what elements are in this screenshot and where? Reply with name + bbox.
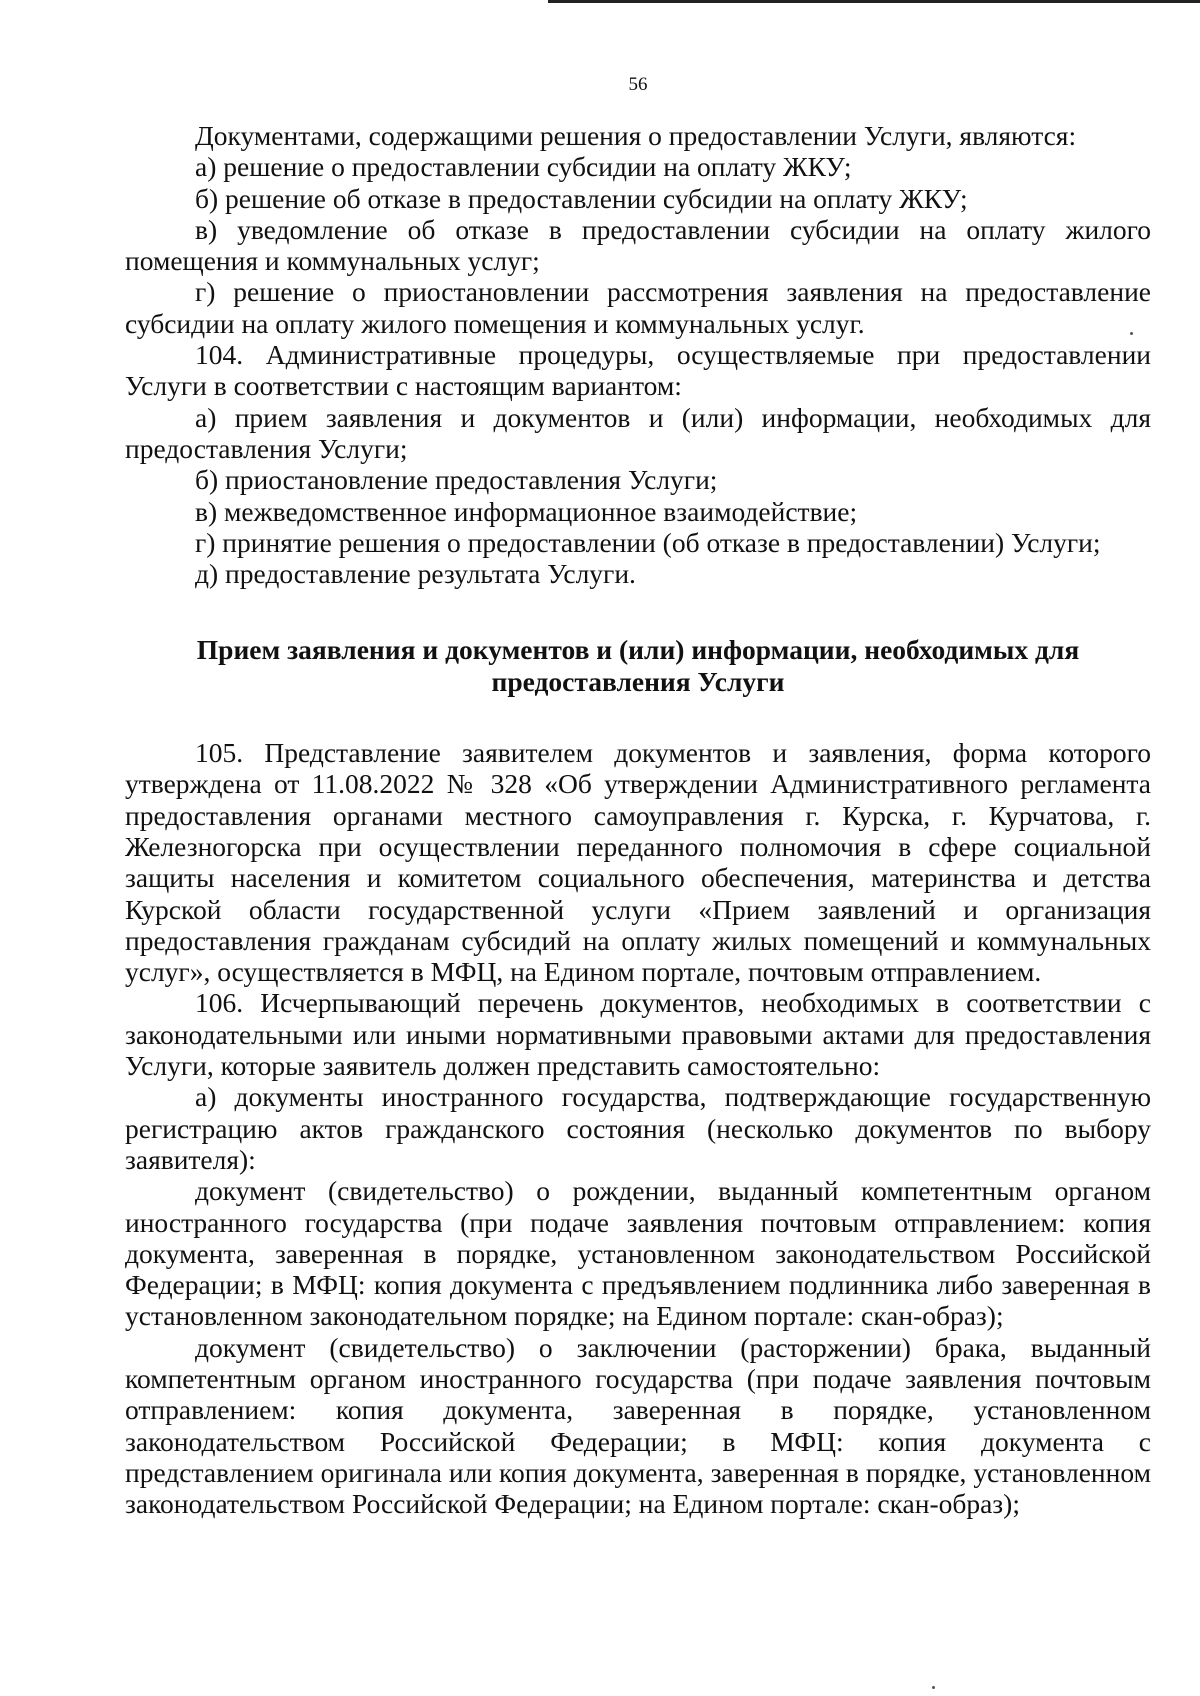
scan-speck — [932, 1686, 935, 1689]
clause-104-item-d: г) принятие решения о предоставлении (об отказе в предоставлении) Услуги; — [195, 526, 1101, 558]
intro-item-b: б) решение об отказе в предоставлении субсидии на оплату ЖКУ; — [195, 182, 968, 214]
clause-106-marriage-document: документ (свидетельство) о заключении (расторжении) брака, выданный компетентным органом иностранного государства (при подаче заявления почтовым отправлением: копия документа, заверенная в порядке, установленном законодательством Российской Федерации; в МФЦ: копия документа с представлением оригинала или копия документа, заверенная в порядке, установленном законодательством Российской Федерации; на Едином портале: скан-образ); — [125, 1331, 1151, 1520]
intro-lead: Документами, содержащими решения о предоставлении Услуги, являются: — [195, 120, 1077, 151]
clause-106-birth-document: документ (свидетельство) о рождении, выданный компетентным органом иностранного государства (при подаче заявления почтовым отправлением: копия документа, заверенная в порядке, установленном законодательством Российской Федерации; в МФЦ: копия документа с предъявлением подлинника либо заверенная в установленном законодательном порядке; на Едином портале: скан-образ); — [125, 1175, 1151, 1332]
section-heading-line-2: предоставления Услуги — [491, 665, 785, 697]
scan-speck — [1130, 332, 1133, 335]
clause-104-item-a: а) прием заявления и документов и (или) информации, необходимых для предоставления Услуги; — [125, 401, 1151, 464]
clause-104-item-e: д) предоставление результата Услуги. — [195, 558, 636, 590]
clause-104-lead: 104. Административные процедуры, осуществляемые при предоставлении Услуги в соответствии с настоящим вариантом: — [125, 339, 1151, 402]
page-number: 56 — [628, 74, 648, 95]
top-border-line — [548, 0, 1200, 3]
clause-104-item-b: б) приостановление предоставления Услуги; — [195, 464, 718, 496]
clause-105: 105. Представление заявителем документов и заявления, форма которого утверждена от 11.08.2022 № 328 «Об утверждении Административного регламента предоставления органами местного самоуправления г. Курска, г. Курчатова, г. Железногорска при осуществлении переданного полномочия в сфере социальной защиты населения и комитетом социального обеспечения, материнства и детства Курской области государственной услуги «Прием заявлений и организация предоставления гражданам субсидий на оплату жилых помещений и коммунальных услуг», осуществляется в МФЦ, на Едином портале, почтовым отправлением. — [125, 737, 1151, 988]
clause-106-item-a: а) документы иностранного государства, подтверждающие государственную регистрацию актов гражданского состояния (несколько документов по выбору заявителя): — [125, 1081, 1151, 1175]
section-heading — [125, 634, 1151, 697]
document-body — [125, 120, 1151, 1519]
intro-item-c: в) уведомление об отказе в предоставлении субсидии на оплату жилого помещения и коммунальных услуг; — [125, 213, 1151, 277]
section-heading-line-1: Прием заявления и документов и (или) информации, необходимых для — [196, 634, 1080, 666]
clause-106-lead: 106. Исчерпывающий перечень документов, необходимых в соответствии с законодательными или иными нормативными правовыми актами для предоставления Услуги, которые заявитель должен представить самостоятельно: — [125, 987, 1151, 1082]
intro-item-a: а) решение о предоставлении субсидии на оплату ЖКУ; — [195, 151, 852, 183]
intro-item-d: г) решение о приостановлении рассмотрения заявления на предоставление субсидии на оплату жилого помещения и коммунальных услуг. — [125, 276, 1151, 339]
clause-104-item-c: в) межведомственное информационное взаимодействие; — [195, 495, 858, 527]
